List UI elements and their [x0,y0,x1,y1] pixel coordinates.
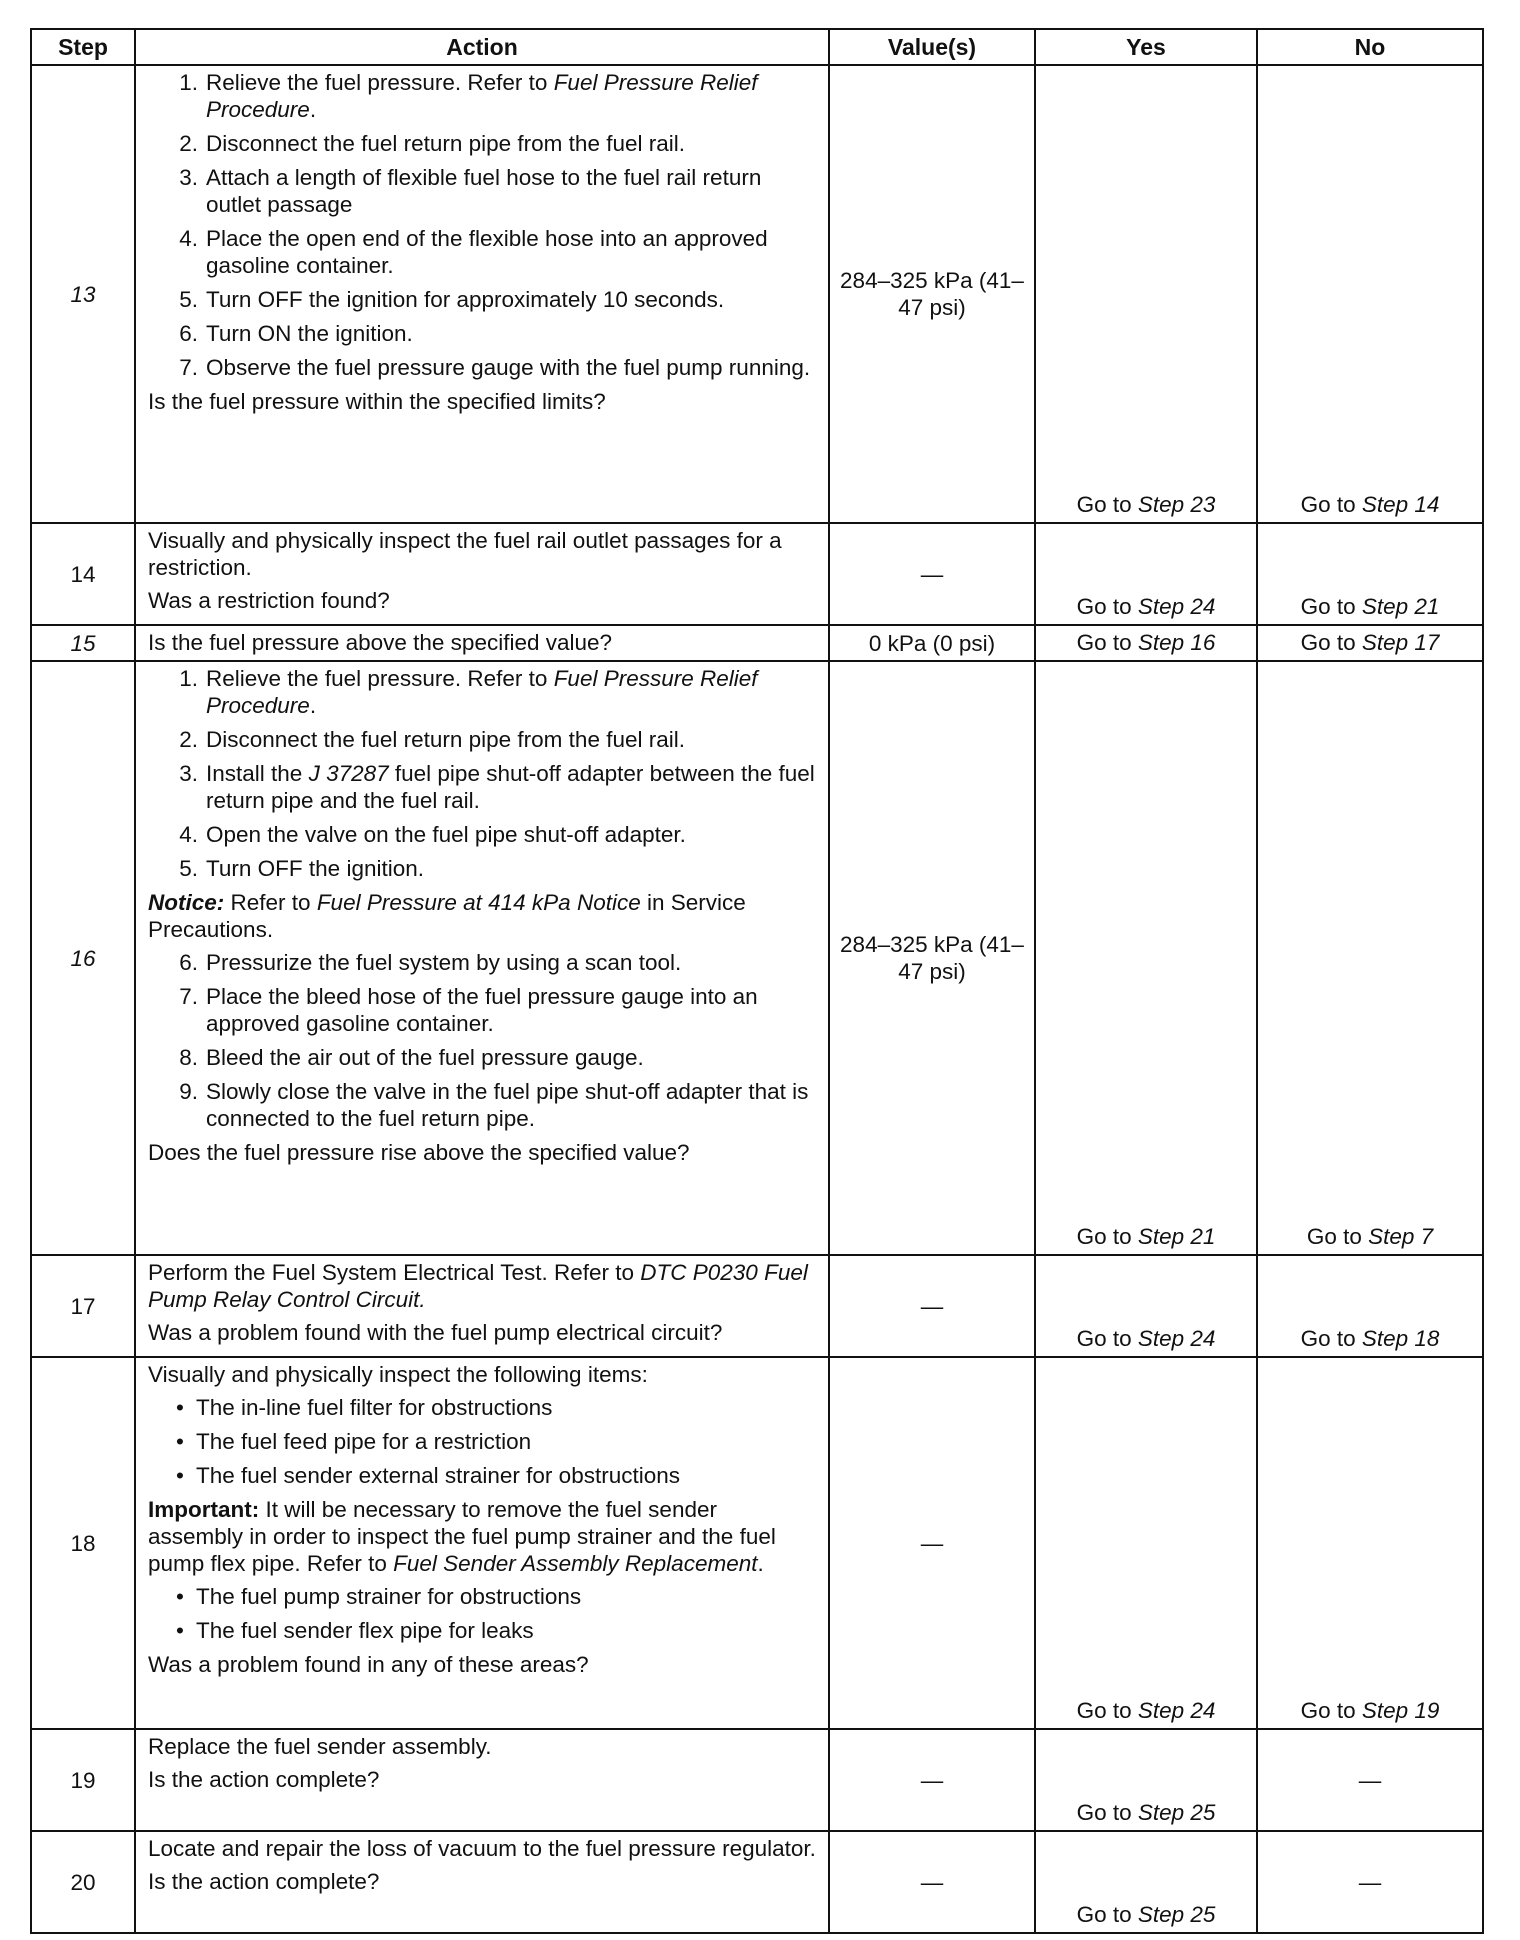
list-item: 8. Bleed the air out of the fuel pressure gauge. [179,1045,644,1070]
yes-cell: Go to Step 16 [1035,625,1257,661]
yes-step-ref: Step 23 [1137,492,1216,517]
list-item: 1. Relieve the fuel pressure. Refer to Fuel Pressure Relief Procedure. [179,666,758,718]
list-item: 6. Turn ON the ignition. [179,321,413,346]
list-item: • The fuel sender flex pipe for leaks [176,1618,534,1643]
action-text: Visually and physically inspect the following items: [148,1362,648,1387]
yes-cell: Go to Step 24 [1035,1255,1257,1357]
action-text: Replace the fuel sender assembly. [148,1734,492,1759]
list-item: 7. Observe the fuel pressure gauge with the fuel pump running. [179,355,811,380]
no-cell: Go to Step 17 [1257,625,1483,661]
yes-step-ref: Step 25 [1137,1800,1216,1825]
list-item: 2. Disconnect the fuel return pipe from the fuel rail. [179,727,685,752]
value-cell: 284–325 kPa (41–47 psi) [829,65,1035,523]
value-cell: — [829,1729,1035,1831]
action-cell [135,1357,829,1729]
step-number: 19 [31,1729,135,1831]
no-step-ref: Step 21 [1361,594,1440,619]
action-text: Perform the Fuel System Electrical Test. Refer to DTC P0230 Fuel Pump Relay Control Circuit. [148,1260,808,1312]
table-row-step-17 [31,1255,1483,1357]
list-item: • The fuel feed pipe for a restriction [176,1429,532,1454]
list-item: 6. Pressurize the fuel system by using a scan tool. [179,950,682,975]
step-number: 16 [31,661,135,1255]
value-cell: 0 kPa (0 psi) [829,625,1035,661]
question: Is the action complete? [148,1869,380,1894]
important-note: Important: It will be necessary to remove the fuel sender assembly in order to inspect the fuel pump strainer and the fuel pump flex pipe. Refer to Fuel Sender Assembly Replacement. [148,1497,776,1576]
list-item: 4. Open the valve on the fuel pipe shut-off adapter. [179,822,686,847]
question: Is the fuel pressure above the specified value? [148,630,613,655]
no-step-ref: Step 19 [1361,1698,1440,1723]
step-number: 20 [31,1831,135,1933]
action-cell [135,523,829,625]
step-number: 13 [31,65,135,523]
notice: Notice: Refer to Fuel Pressure at 414 kPa Notice in Service Precautions. [148,890,746,942]
table-row-step-13 [31,65,1483,523]
list-item: • The fuel pump strainer for obstructions [176,1584,582,1609]
no-step-ref: Step 18 [1361,1326,1440,1351]
list-item: 3. Install the J 37287 fuel pipe shut-off adapter between the fuel return pipe and the fuel rail. [179,761,815,813]
no-cell: Go to Step 14 [1257,65,1483,523]
value-cell: — [829,523,1035,625]
question: Was a restriction found? [148,588,390,613]
yes-cell: Go to Step 24 [1035,1357,1257,1729]
no-cell: — [1257,1831,1483,1933]
yes-cell: Go to Step 25 [1035,1729,1257,1831]
header-no: No [1257,29,1483,65]
table-row-step-14 [31,523,1483,625]
value-cell: 284–325 kPa (41–47 psi) [829,661,1035,1255]
list-item: 1. Relieve the fuel pressure. Refer to Fuel Pressure Relief Procedure. [179,70,758,122]
list-item: 2. Disconnect the fuel return pipe from the fuel rail. [179,131,685,156]
question: Is the fuel pressure within the specified limits? [148,389,606,414]
yes-step-ref: Step 24 [1137,594,1216,619]
action-cell [135,1729,829,1831]
list-item: 7. Place the bleed hose of the fuel pressure gauge into an approved gasoline container. [179,984,758,1036]
header-row [31,29,1483,65]
question: Was a problem found in any of these areas? [148,1652,589,1677]
question: Is the action complete? [148,1767,380,1792]
yes-cell: Go to Step 24 [1035,523,1257,625]
header-action: Action [135,29,829,65]
yes-step-ref: Step 24 [1137,1326,1216,1351]
yes-cell: Go to Step 23 [1035,65,1257,523]
no-cell: Go to Step 19 [1257,1357,1483,1729]
list-item: • The fuel sender external strainer for obstructions [176,1463,680,1488]
question: Does the fuel pressure rise above the specified value? [148,1140,690,1165]
step-number: 15 [31,625,135,661]
list-item: • The in-line fuel filter for obstructions [176,1395,553,1420]
step-number: 18 [31,1357,135,1729]
table-row-step-15 [31,625,1483,661]
header-step: Step [31,29,135,65]
list-item: 4. Place the open end of the flexible hose into an approved gasoline container. [179,226,768,278]
question: Was a problem found with the fuel pump electrical circuit? [148,1320,723,1345]
step-number: 17 [31,1255,135,1357]
action-cell [135,661,829,1255]
list-item: 5. Turn OFF the ignition for approximately 10 seconds. [179,287,725,312]
action-cell [135,1255,829,1357]
header-values: Value(s) [829,29,1035,65]
value-cell: — [829,1357,1035,1729]
step-number: 14 [31,523,135,625]
table-row-step-19 [31,1729,1483,1831]
yes-step-ref: Step 21 [1137,1224,1216,1249]
yes-step-ref: Step 24 [1137,1698,1216,1723]
table-row-step-16 [31,661,1483,1255]
action-text: Locate and repair the loss of vacuum to the fuel pressure regulator. [148,1836,816,1861]
no-step-ref: Step 7 [1368,1224,1434,1249]
table-row-step-18 [31,1357,1483,1729]
no-cell: — [1257,1729,1483,1831]
no-cell: Go to Step 21 [1257,523,1483,625]
value-cell: — [829,1831,1035,1933]
action-text: Visually and physically inspect the fuel rail outlet passages for a restriction. [148,528,782,580]
list-item: 3. Attach a length of flexible fuel hose to the fuel rail return outlet passage [179,165,762,217]
list-item: 9. Slowly close the valve in the fuel pipe shut-off adapter that is connected to the fuel return pipe. [179,1079,809,1131]
action-cell [135,1831,829,1933]
no-step-ref: Step 14 [1361,492,1440,517]
diagnostic-table [30,28,1484,1934]
header-yes: Yes [1035,29,1257,65]
list-item: 5. Turn OFF the ignition. [179,856,425,881]
action-cell [135,625,829,661]
action-cell [135,65,829,523]
table-row-step-20 [31,1831,1483,1933]
no-cell: Go to Step 18 [1257,1255,1483,1357]
yes-cell: Go to Step 25 [1035,1831,1257,1933]
yes-cell: Go to Step 21 [1035,661,1257,1255]
no-step-ref: Step 17 [1361,630,1440,655]
diagnostic-table-page [30,28,1482,1934]
yes-step-ref: Step 16 [1137,630,1216,655]
value-cell: — [829,1255,1035,1357]
yes-step-ref: Step 25 [1137,1902,1216,1927]
no-cell: Go to Step 7 [1257,661,1483,1255]
